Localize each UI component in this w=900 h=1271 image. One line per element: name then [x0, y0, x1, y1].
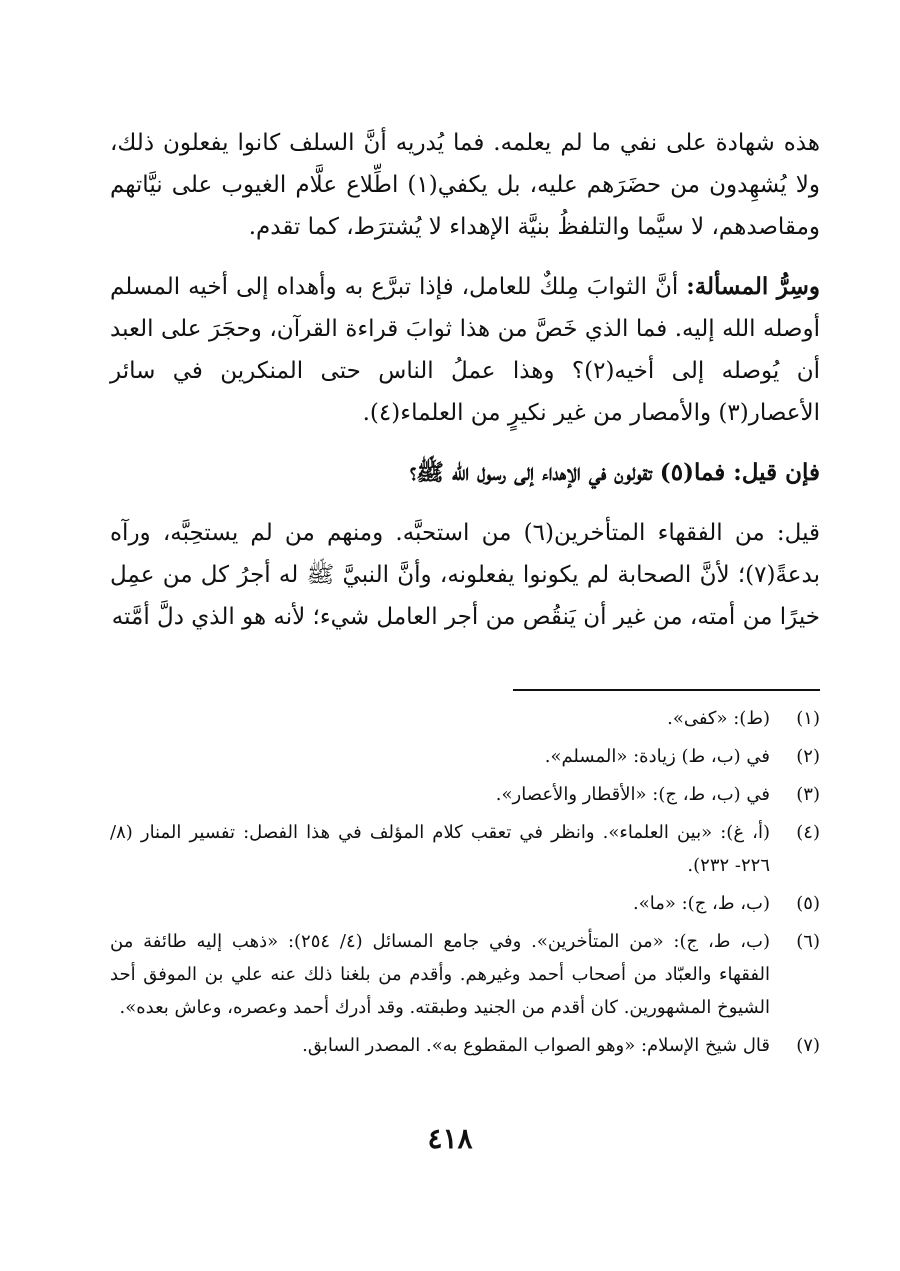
footnote-number: (٧): [796, 1035, 820, 1056]
footnote-number: (٢): [796, 746, 820, 767]
footnote: [110, 1029, 820, 1062]
paragraph-2: [110, 266, 820, 434]
paragraph-1: هذه شهادة على نفي ما لم يعلمه. فما يُدريه أنَّ السلف كانوا يفعلون ذلك، ولا يُشهِدون من حضَرَهم عليه، بل يكفي(١) اطِّلاع علَّام الغيوب على نيَّاتهم ومقاصدهم، لا سيَّما والتلفظُ بنيَّة الإهداء لا يُشترَط، كما تقدم.: [110, 130, 820, 240]
footnote: [110, 778, 820, 811]
footnote-number: (٣): [796, 784, 820, 805]
footnote-number: (١): [796, 708, 820, 729]
footnote-text: في (ب، ط) زيادة: «المسلم».: [544, 746, 770, 767]
page-number: ٤١٨: [427, 1122, 473, 1155]
footnotes: [110, 702, 820, 1067]
paragraph-2-lead: وسِرُّ المسألة:: [686, 273, 820, 300]
footnote: [110, 925, 820, 1024]
main-text: [110, 122, 820, 656]
footnote-text: (أ، غ): «بين العلماء». وانظر في تعقب كلام المؤلف في هذا الفصل: تفسير المنار (٨/ ٢٢٦- ٢٣٢).: [110, 822, 770, 876]
footnote-number: (٦): [796, 931, 820, 952]
footnote-text: (ب، ط، ج): «من المتأخرين». وفي جامع المسائل (٤/ ٢٥٤): «ذهب إليه طائفة من الفقهاء والعبّاد من أصحاب أحمد وغيرهم. وأقدم من بلغنا ذلك عنه علي بن الموفق أحد الشيوخ المشهورين. كان أقدم من الجنيد وطبقته. وقد أدرك أحمد وعصره، وعاش بعده».: [110, 931, 770, 1018]
footnote: [110, 702, 820, 735]
footnote-number: (٥): [796, 893, 820, 914]
footnote: [110, 740, 820, 773]
footnote-separator: [513, 689, 820, 691]
footnote-text: (ط): «كفى».: [667, 708, 770, 729]
paragraph-2-text: أنَّ الثوابَ مِلكٌ للعامل، فإذا تبرَّع به وأهداه إلى أخيه المسلم أوصله الله إليه. فما الذي خَصَّ من هذا ثوابَ قراءة القرآن، وحجَرَ على العبد أن يُوصله إلى أخيه(٢)؟ وهذا عملُ الناس حتى المنكرين في سائر الأعصار(٣) والأمصار من غير نكيرٍ من العلماء(٤).: [110, 274, 820, 426]
footnote-text: قال شيخ الإسلام: «وهو الصواب المقطوع به». المصدر السابق.: [302, 1035, 770, 1056]
section-question: فإن قيل: فما(٥) تقولون في الإهداء إلى رسول الله ﷺ؟: [409, 459, 820, 486]
footnote: [110, 887, 820, 920]
footnote-text: في (ب، ط، ج): «الأقطار والأعصار».: [495, 784, 770, 805]
footnote-number: (٤): [796, 822, 820, 843]
footnote-text: (ب، ط، ج): «ما».: [633, 893, 770, 914]
paragraph-3: قيل: من الفقهاء المتأخرين(٦) من استحبَّه. ومنهم من لم يستحِبَّه، ورآه بدعةً(٧)؛ لأنَّ الصحابة لم يكونوا يفعلونه، وأنَّ النبيَّ ﷺ له أجرُ كل من عمِل خيرًا من أمته، من غير أن يَنقُص من أجر العامل شيء؛ لأنه هو الذي دلَّ أمَّته: [110, 520, 821, 630]
footnote: [110, 816, 820, 882]
